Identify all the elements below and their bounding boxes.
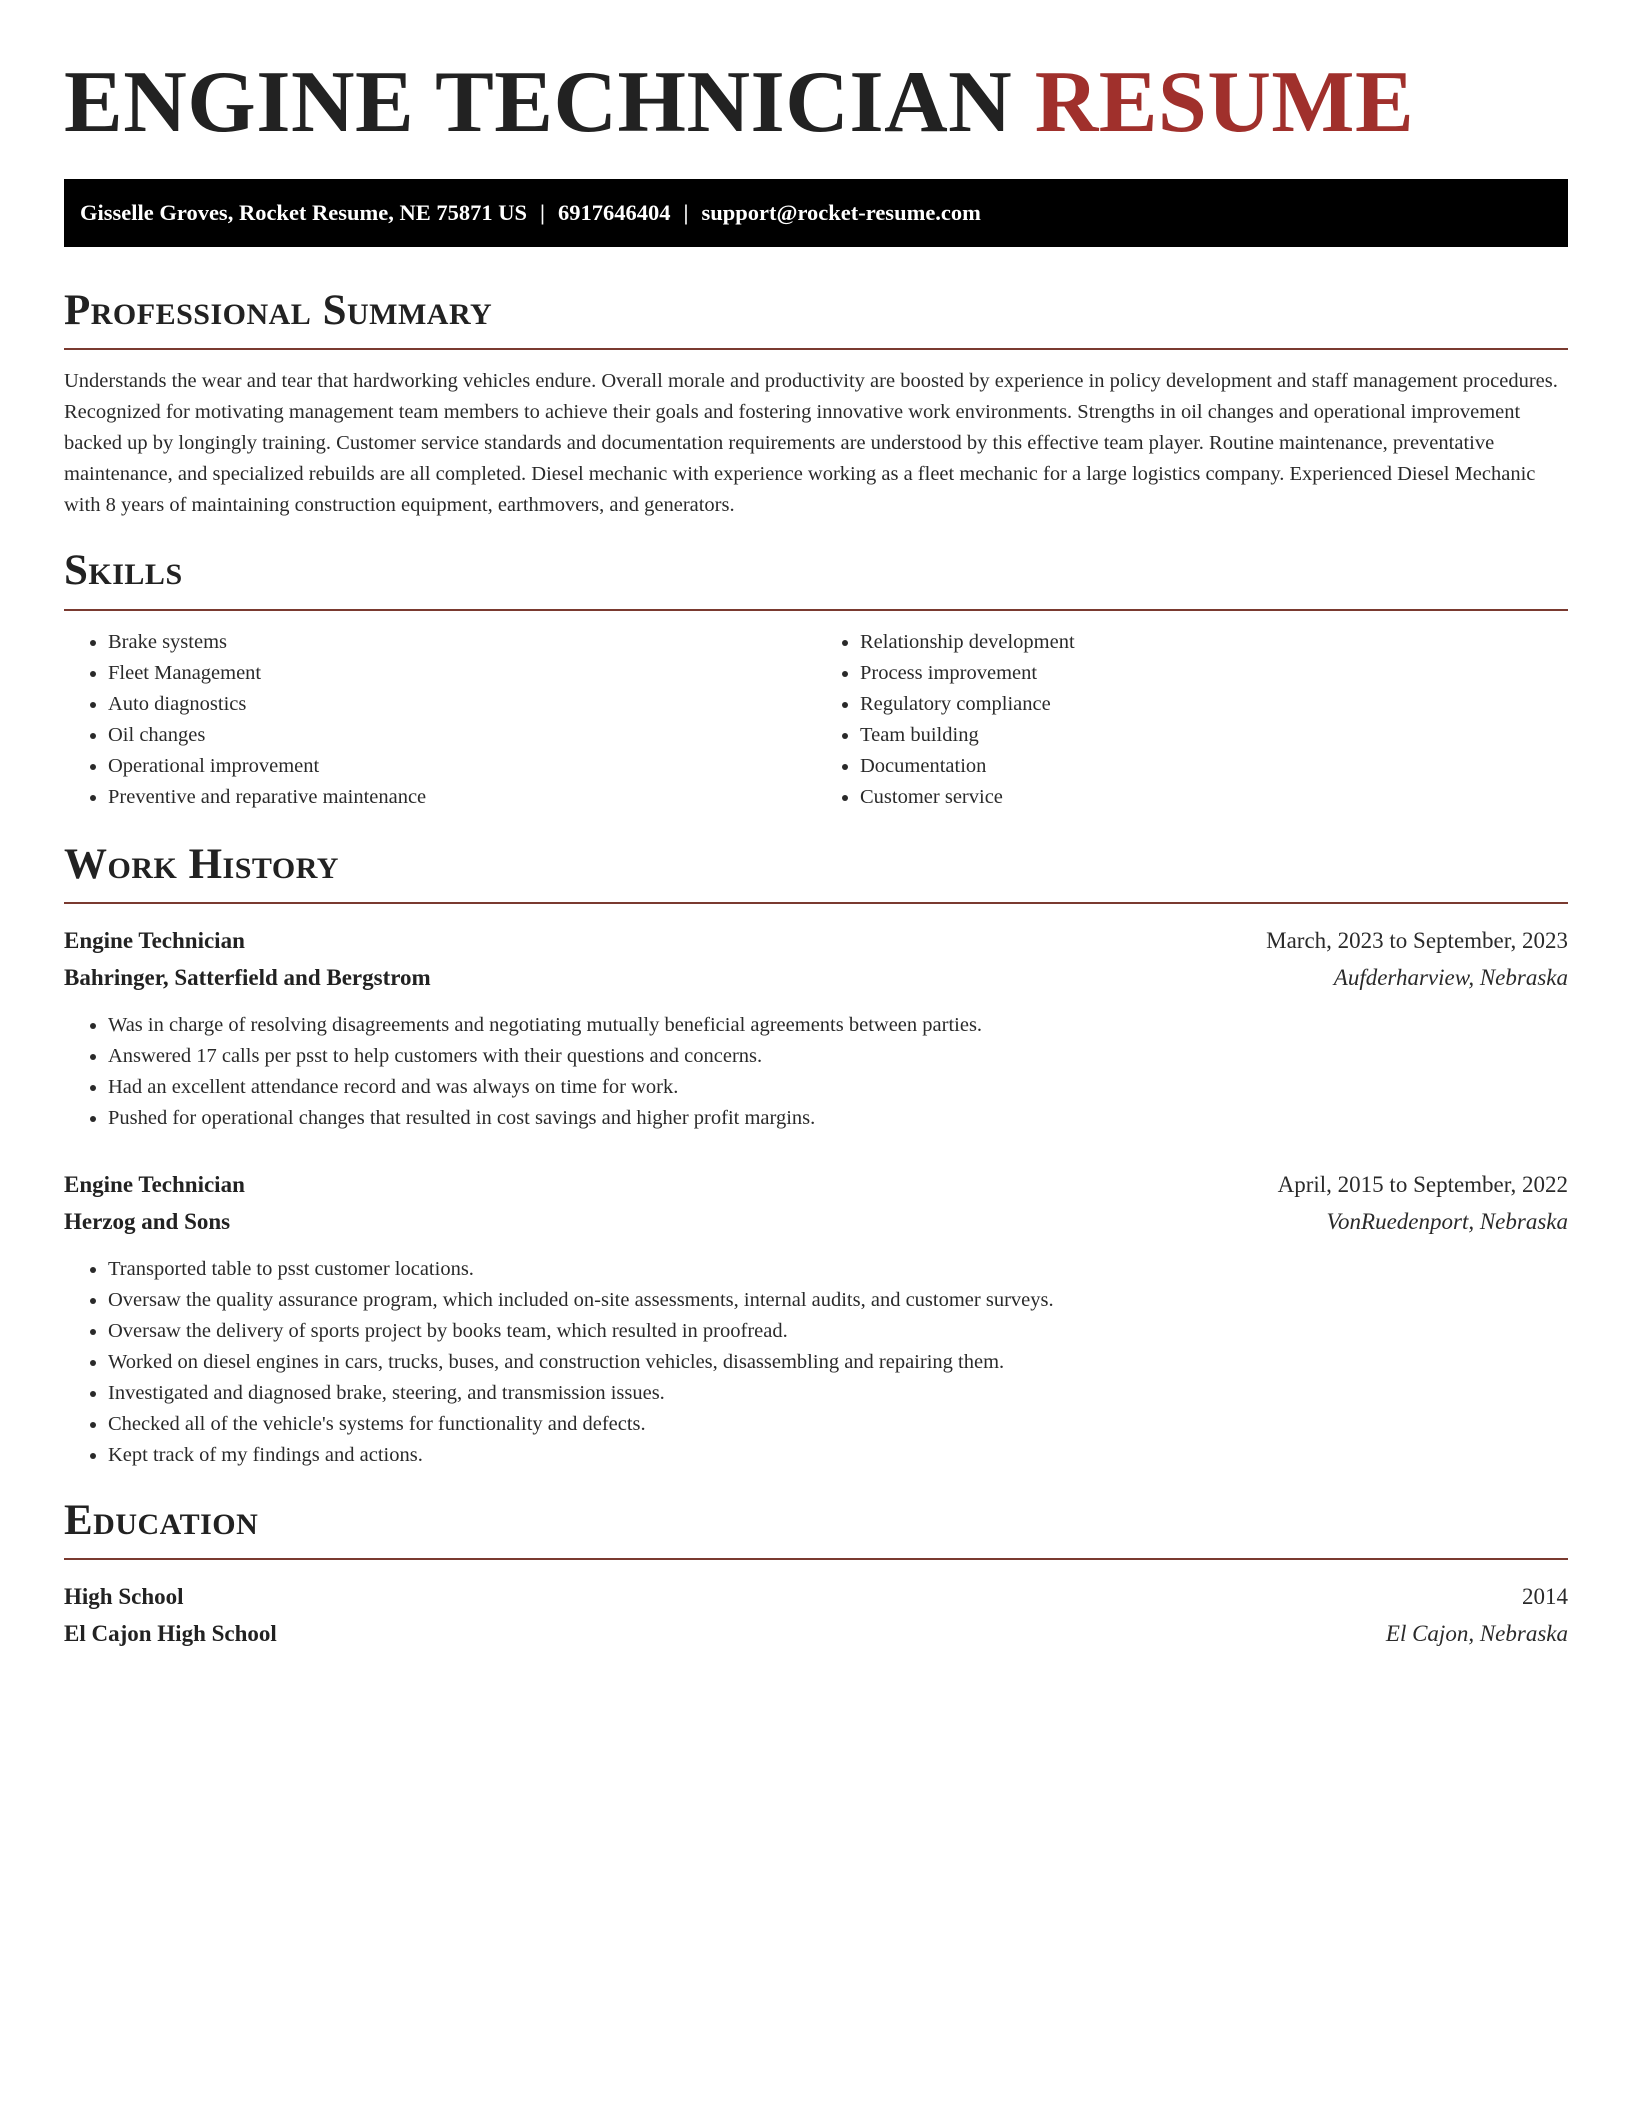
job-bullet: • Kept track of my findings and actions.	[108, 1440, 1568, 1471]
skill-item: • Operational improvement	[108, 751, 816, 782]
job-entry	[64, 922, 1568, 1134]
education-year: 2014	[1522, 1584, 1568, 1610]
contact-separator: |	[683, 200, 689, 226]
contact-separator: |	[540, 200, 546, 226]
job-location: Aufderharview, Nebraska	[1333, 965, 1568, 991]
skills-column-right	[816, 627, 1568, 813]
contact-email: support@rocket-resume.com	[701, 200, 981, 226]
job-title: Engine Technician	[64, 1172, 245, 1198]
job-bullet: • Pushed for operational changes that resulted in cost savings and higher profit margins.	[108, 1103, 1568, 1134]
job-location: VonRuedenport, Nebraska	[1326, 1209, 1568, 1235]
skill-item: • Relationship development	[860, 627, 1568, 658]
education-heading: Education	[64, 1497, 259, 1545]
skill-item: • Brake systems	[108, 627, 816, 658]
job-title: Engine Technician	[64, 928, 245, 954]
summary-text: Understands the wear and tear that hardworking vehicles endure. Overall morale and productivity are boosted by experience in policy development and staff management procedures. Recognized for motivating management team members to achieve their goals and fostering innovative work environments. Strengths in oil changes and operational improvement backed up by longingly training. Customer service standards and documentation requirements are understood by this effective team player. Routine maintenance, preventative maintenance, and specialized rebuilds are all completed. Diesel mechanic with experience working as a fleet mechanic for a large logistics company. Experienced Diesel Mechanic with 8 years of maintaining construction equipment, earthmovers, and generators.	[64, 370, 1558, 517]
job-bullet: • Investigated and diagnosed brake, steering, and transmission issues.	[108, 1378, 1568, 1409]
job-bullet: • Transported table to psst customer locations.	[108, 1254, 1568, 1285]
contact-address: Gisselle Groves, Rocket Resume, NE 75871 US	[80, 200, 528, 226]
skill-item: • Customer service	[860, 782, 1568, 813]
title-main: ENGINE TECHNICIAN	[64, 54, 1013, 151]
skill-item: • Preventive and reparative maintenance	[108, 782, 816, 813]
education-school: El Cajon High School	[64, 1621, 277, 1647]
work-heading: Work History	[64, 840, 339, 888]
job-bullets	[64, 1254, 1568, 1471]
skill-item: • Documentation	[860, 751, 1568, 782]
job-bullet: • Worked on diesel engines in cars, trucks, buses, and construction vehicles, disassembling and repairing them.	[108, 1347, 1568, 1378]
contact-bar	[64, 179, 1568, 247]
skills-list	[64, 627, 1568, 813]
job-company: Bahringer, Satterfield and Bergstrom	[64, 965, 431, 991]
skill-item: • Oil changes	[108, 720, 816, 751]
skills-column-left	[64, 627, 816, 813]
skill-item: • Fleet Management	[108, 658, 816, 689]
job-bullet: • Had an excellent attendance record and was always on time for work.	[108, 1072, 1568, 1103]
job-bullet: • Was in charge of resolving disagreements and negotiating mutually beneficial agreements between parties.	[108, 1010, 1568, 1041]
job-bullet: • Oversaw the delivery of sports project by books team, which resulted in proofread.	[108, 1316, 1568, 1347]
title-accent: RESUME	[1034, 54, 1415, 151]
resume-title	[64, 52, 1568, 153]
skill-item: • Team building	[860, 720, 1568, 751]
job-bullet: • Answered 17 calls per psst to help customers with their questions and concerns.	[108, 1041, 1568, 1072]
education-location: El Cajon, Nebraska	[1385, 1621, 1568, 1647]
section-divider	[64, 1558, 1568, 1560]
section-divider	[64, 609, 1568, 611]
job-dates: April, 2015 to September, 2022	[1277, 1172, 1568, 1198]
summary-heading: Professional Summary	[64, 287, 493, 335]
education-degree: High School	[64, 1584, 184, 1610]
section-divider	[64, 902, 1568, 904]
skill-item: • Process improvement	[860, 658, 1568, 689]
education-entry	[64, 1578, 1568, 1652]
job-company: Herzog and Sons	[64, 1209, 231, 1235]
job-bullet: • Checked all of the vehicle's systems for functionality and defects.	[108, 1409, 1568, 1440]
skill-item: • Regulatory compliance	[860, 689, 1568, 720]
skills-heading: Skills	[64, 547, 183, 595]
job-bullet: • Oversaw the quality assurance program, which included on-site assessments, internal audits, and customer surveys.	[108, 1285, 1568, 1316]
section-divider	[64, 348, 1568, 350]
job-dates: March, 2023 to September, 2023	[1266, 928, 1568, 954]
contact-phone: 6917646404	[558, 200, 671, 226]
job-bullets	[64, 1010, 1568, 1134]
skill-item: • Auto diagnostics	[108, 689, 816, 720]
job-entry	[64, 1166, 1568, 1471]
